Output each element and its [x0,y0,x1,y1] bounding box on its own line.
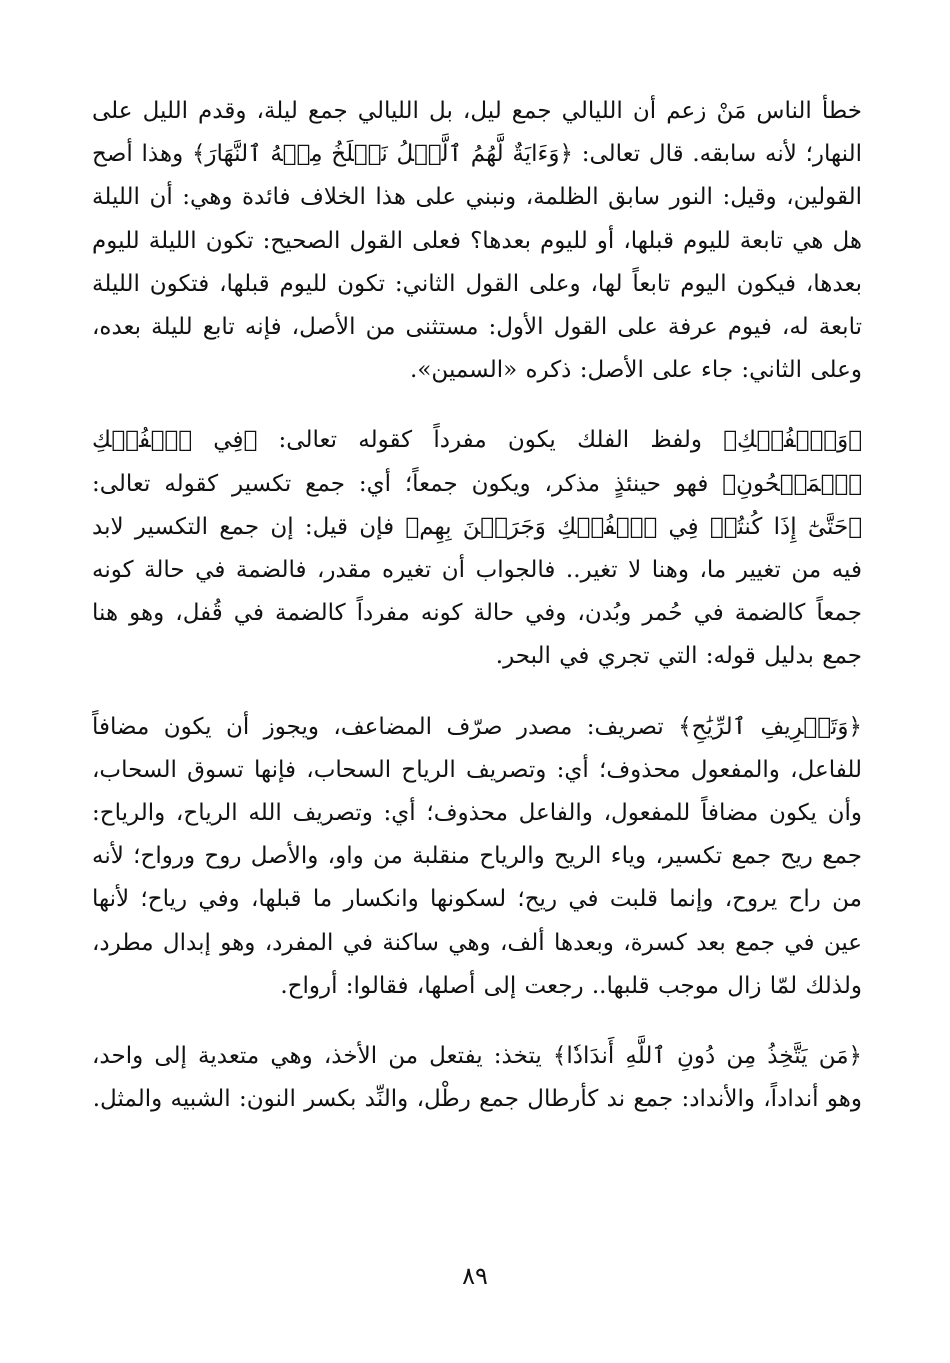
page-body [92,90,862,1121]
paragraph-night-day: خطأ الناس مَنْ زعم أن الليالي جمع ليل، بل الليالي جمع ليلة، وقدم الليل على النهار؛ لأنه سابقه. قال تعالى: ﴿وَءَايَةٌ لَّهُمُ ٱلَّيۡلُ نَسۡلَخُ مِنۡهُ ٱلنَّهَارَ﴾ وهذا أصح القولين، وقيل: النور سابق الظلمة، ونبني على هذا الخلاف فائدة وهي: أن الليلة هل هي تابعة لليوم قبلها، أو لليوم بعدها؟ فعلى القول الصحيح: تكون الليلة لليوم بعدها، فيكون اليوم تابعاً لها، وعلى القول الثاني: تكون لليوم قبلها، فتكون الليلة تابعة له، فيوم عرفة على القول الأول: مستثنى من الأصل، فإنه تابع لليلة بعده، وعلى الثاني: جاء على الأصل: ذكره «السمين». [92,98,862,384]
paragraph-ships: ﴿وَٱلۡفُلۡكِ﴾ ولفظ الفلك يكون مفرداً كقوله تعالى: ﴿فِي ٱلۡفُلۡكِ ٱلۡمَشۡحُونِ﴾ فهو حينئذٍ مذكر، ويكون جمعاً؛ أي: جمع تكسير كقوله تعالى: ﴿حَتَّىٰٓ إِذَا كُنتُمۡ فِي ٱلۡفُلۡكِ وَجَرَيۡنَ بِهِم﴾ فإن قيل: إن جمع التكسير لابد فيه من تغيير ما، وهنا لا تغير.. فالجواب أن تغيره مقدر، فالضمة في حالة كونه جمعاً كالضمة في حُمر وبُدن، وفي حالة كونه مفرداً كالضمة في قُفل، وهو هنا جمع بدليل قوله: التي تجري في البحر. [92,427,862,670]
page-number: ٨٩ [462,1262,488,1290]
paragraph-equals: ﴿مَن يَتَّخِذُ مِن دُونِ ٱللَّهِ أَندَادٗا﴾ يتخذ: يفتعل من الأخذ، وهي متعدية إلى واحد، وهو أنداداً، والأنداد: جمع ند كأرطال جمع رطْل، والنِّد بكسر النون: الشبيه والمثل. [92,1043,862,1113]
paragraph-winds: ﴿وَتَصۡرِيفِ ٱلرِّيَٰحِ﴾ تصريف: مصدر صرّف المضاعف، ويجوز أن يكون مضافاً للفاعل، والمفعول محذوف؛ أي: وتصريف الرياح السحاب، فإنها تسوق السحاب، وأن يكون مضافاً للمفعول، والفاعل محذوف؛ أي: وتصريف الله الرياح، والرياح: جمع ريح جمع تكسير، وياء الريح والرياح منقلبة من واو، والأصل روح ورواح؛ لأنه من راح يروح، وإنما قلبت في ريح؛ لسكونها وانكسار ما قبلها، وفي رياح؛ لأنها عين في جمع بعد كسرة، وبعدها ألف، وهي ساكنة في المفرد، وهو إبدال مطرد، ولذلك لمّا زال موجب قلبها.. رجعت إلى أصلها، فقالوا: أرواح. [92,713,862,999]
